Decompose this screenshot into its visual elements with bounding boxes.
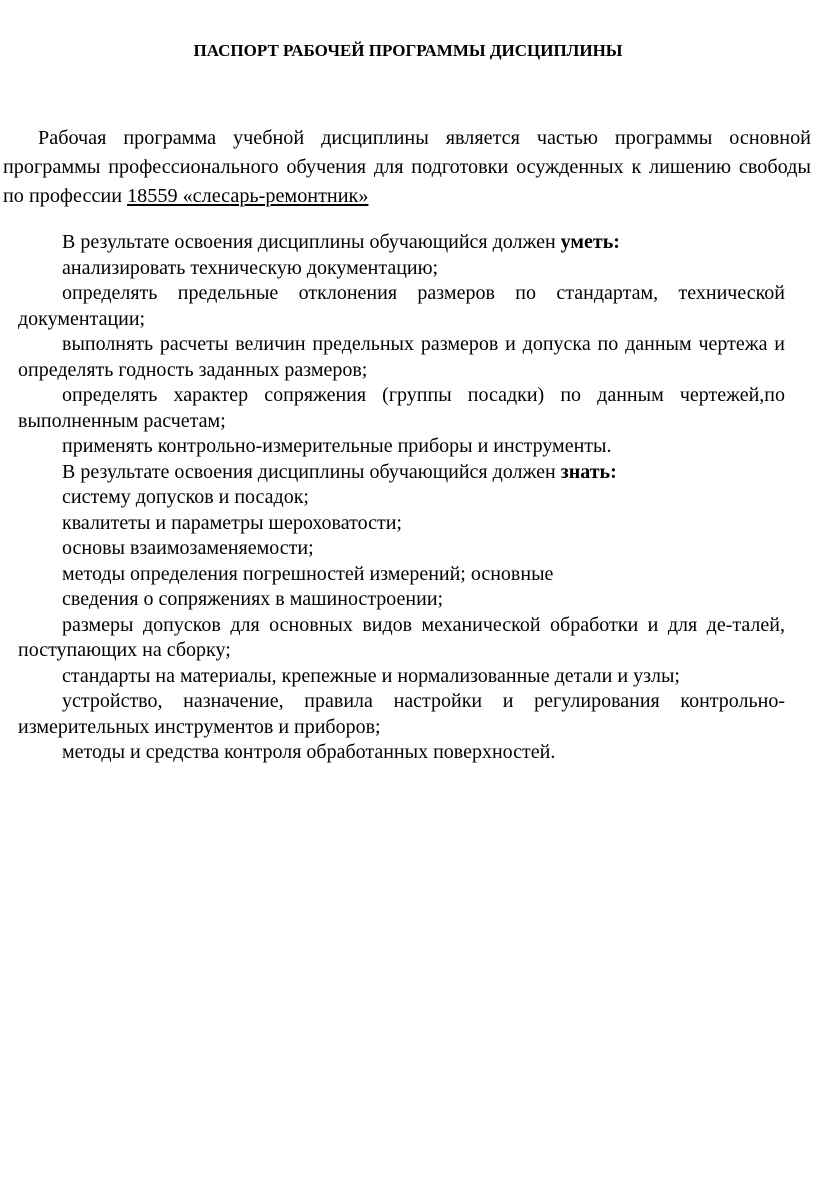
skills-heading [18, 230, 785, 256]
knowledge-item: методы определения погрешностей измерений; основные [62, 562, 554, 585]
knowledge-item: квалитеты и параметры шероховатости; [62, 511, 402, 534]
skills-heading-keyword: уметь: [560, 231, 620, 253]
skill-item: определять характер сопряжения (группы посадки) по данным чертежей,по выполненным расчетам; [18, 384, 785, 432]
skill-item: применять контрольно-измерительные приборы и инструменты. [62, 435, 612, 457]
knowledge-item: сведения о сопряжениях в машиностроении; [62, 588, 444, 610]
intro-text: Рабочая программа учебной дисциплины является частью программы основной программы профессионального обучения для подготовки осужденных к лишению свободы по профессии [3, 127, 811, 207]
skill-item: определять предельные отклонения размеров по стандартам, технической документации; [18, 282, 785, 330]
knowledge-item: основы взаимозаменяемости; [62, 537, 314, 559]
knowledge-item: устройство, назначение, правила настройки и регулирования контрольно-измерительных инструментов и приборов; [18, 690, 785, 738]
knowledge-item: методы и средства контроля обработанных поверхностей. [62, 741, 556, 763]
knowledge-item: размеры допусков для основных видов механической обработки и для де-талей, поступающих на сборку; [18, 613, 785, 661]
knowledge-heading [18, 460, 785, 486]
profession-name: «слесарь-ремонтник» [182, 185, 369, 207]
knowledge-heading-text: В результате освоения дисциплины обучающийся должен [62, 460, 561, 483]
knowledge-item: систему допусков и посадок; [62, 486, 309, 508]
competencies-block [18, 230, 785, 766]
profession-code: 18559 [127, 185, 183, 207]
skills-heading-text: В результате освоения дисциплины обучающийся должен [62, 231, 561, 253]
skill-item: выполнять расчеты величин предельных размеров и допуска по данным чертежа и определять годность заданных размеров; [18, 333, 785, 381]
knowledge-heading-keyword: знать: [560, 460, 617, 483]
knowledge-item: стандарты на материалы, крепежные и нормализованные детали и узлы; [62, 664, 680, 687]
intro-paragraph [3, 124, 811, 211]
skill-item: анализировать техническую документацию; [62, 256, 439, 279]
page-title: ПАСПОРТ РАБОЧЕЙ ПРОГРАММЫ ДИСЦИПЛИНЫ [193, 41, 623, 60]
